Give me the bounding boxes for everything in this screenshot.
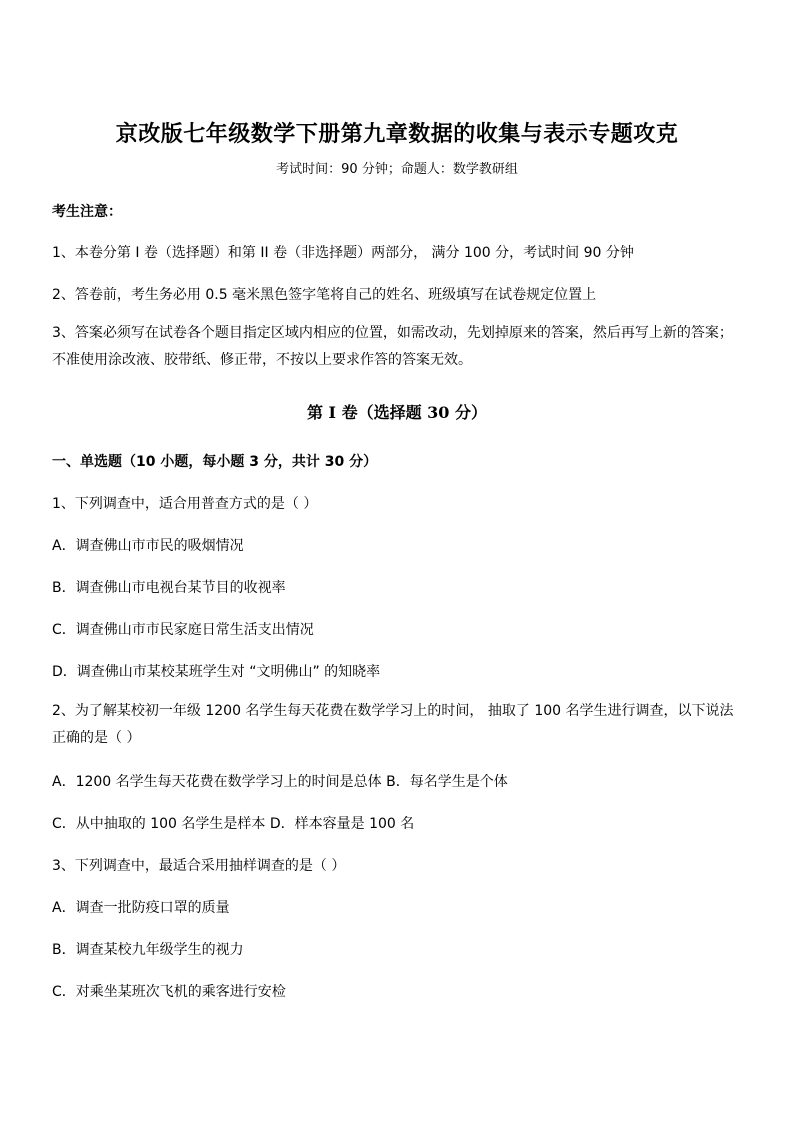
question-1-stem: 1、下列调查中，适合用普查方式的是（ ） bbox=[52, 496, 318, 512]
notes-heading: 考生注意： bbox=[52, 204, 122, 220]
question-1-option-a: A．调查佛山市市民的吸烟情况 bbox=[52, 538, 244, 554]
note-item-1: 1、本卷分第 I 卷（选择题）和第 II 卷（非选择题）两部分， 满分 100 分，考试时间 90 分钟 bbox=[52, 245, 634, 261]
question-2-option-ab: A．1200 名学生每天花费在数学学习上的时间是总体 B．每名学生是个体 bbox=[52, 774, 508, 790]
question-2-option-cd: C．从中抽取的 100 名学生是样本 D．样本容量是 100 名 bbox=[52, 816, 415, 832]
question-1-option-d: D．调查佛山市某校某班学生对 “文明佛山” 的知晓率 bbox=[52, 664, 381, 680]
note-item-3: 3、答案必须写在试卷各个题目指定区域内相应的位置，如需改动，先划掉原来的答案，然后再写上新的答案；不准使用涂改液、胶带纸、修正带，不按以上要求作答的答案无效。 bbox=[52, 325, 733, 368]
question-2-stem: 2、为了解某校初一年级 1200 名学生每天花费在数学学习上的时间， 抽取了 100 名学生进行调查，以下说法正确的是（ ） bbox=[52, 703, 734, 746]
section-title: 第 I 卷（选择题 30 分） bbox=[306, 403, 488, 422]
question-3-option-b: B．调查某校九年级学生的视力 bbox=[52, 942, 244, 958]
question-1-option-b: B．调查佛山市电视台某节目的收视率 bbox=[52, 580, 286, 596]
exam-info: 考试时间：90 分钟；命题人：数学教研组 bbox=[276, 162, 518, 177]
page-title: 京改版七年级数学下册第九章数据的收集与表示专题攻克 bbox=[115, 121, 679, 147]
question-1-option-c: C．调查佛山市市民家庭日常生活支出情况 bbox=[52, 622, 314, 638]
question-3-option-a: A．调查一批防疫口罩的质量 bbox=[52, 900, 230, 916]
note-item-2: 2、答卷前，考生务必用 0.5 毫米黑色签字笔将自己的姓名、班级填写在试卷规定位置上 bbox=[52, 287, 597, 303]
question-3-stem: 3、下列调查中，最适合采用抽样调查的是（ ） bbox=[52, 858, 346, 874]
part-heading: 一、单选题（10 小题，每小题 3 分，共计 30 分） bbox=[52, 454, 378, 470]
question-3-option-c: C．对乘坐某班次飞机的乘客进行安检 bbox=[52, 984, 286, 1000]
